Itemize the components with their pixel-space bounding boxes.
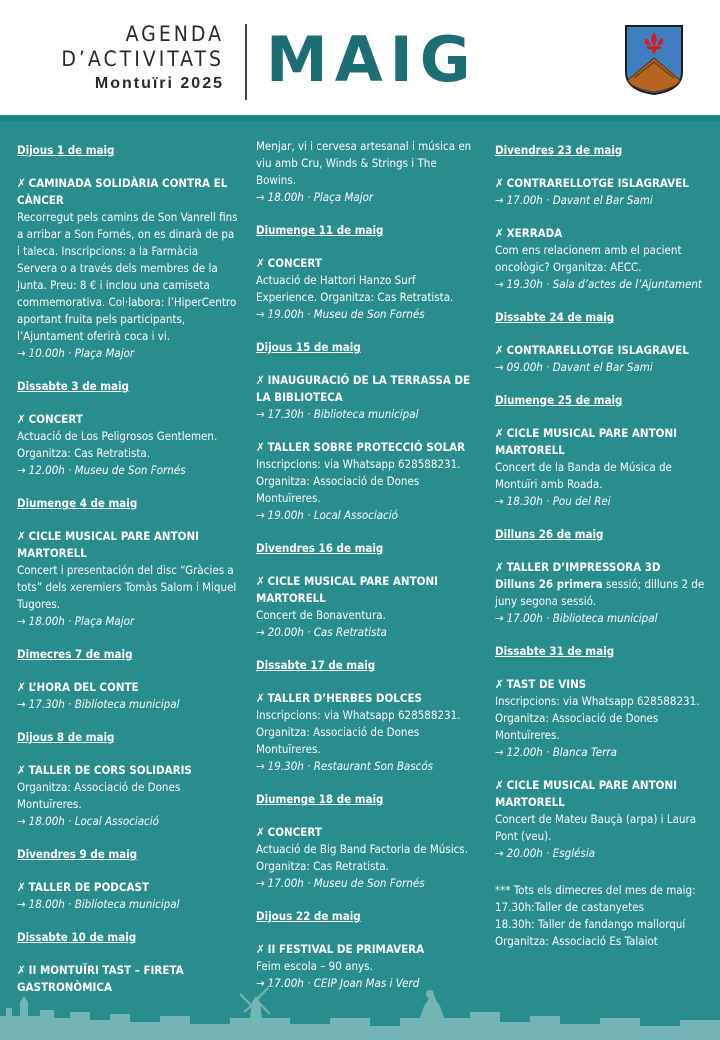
event-time-place: → 18.00h · Local Associació — [17, 814, 159, 828]
agenda-column-3 — [495, 138, 717, 950]
event-title: ✗ II MONTUÏRI TAST – FIRETA GASTRONÒMICA — [17, 963, 184, 994]
day-heading: Dijous 15 de maig — [256, 340, 361, 354]
event-time-place: → 17.30h · Biblioteca municipal — [17, 697, 180, 711]
event-time-place: → 19.30h · Sala d’actes de l’Ajuntament — [495, 277, 702, 291]
cross-mark-icon: ✗ — [256, 256, 265, 270]
event-time-place: → 17.00h · Davant el Bar Sami — [495, 193, 653, 207]
arrow-right-icon: → — [495, 360, 504, 374]
event-time-place: → 19.00h · Museu de Son Fornés — [256, 307, 425, 321]
day-heading: Dimecres 7 de maig — [17, 647, 133, 661]
town-skyline-illustration — [0, 972, 720, 1040]
event-item — [17, 679, 239, 713]
cross-mark-icon: ✗ — [256, 440, 265, 454]
day-heading: Dijous 1 de maig — [17, 143, 115, 157]
arrow-right-icon: → — [256, 876, 265, 890]
event-item — [17, 762, 239, 830]
event-time-place: → 09.00h · Davant el Bar Sami — [495, 360, 653, 374]
event-description: Actuació de Hattori Hanzo Surf Experience. Organitza: Cas Retratista. — [256, 273, 454, 304]
month-title: MAIG — [266, 23, 478, 96]
cross-mark-icon: ✗ — [495, 560, 504, 574]
event-item — [256, 573, 478, 641]
event-time-place: → 12.00h · Blanca Terra — [495, 745, 617, 759]
event-time-place: → 17.00h · Biblioteca municipal — [495, 611, 658, 625]
event-time-place: → 19.30h · Restaurant Son Bascós — [256, 759, 434, 773]
event-time-place: → 12.00h · Museu de Son Fornés — [17, 463, 186, 477]
event-title: ✗ CICLE MUSICAL PARE ANTONI MARTORELL — [495, 778, 677, 809]
event-title: ✗ TALLER DE PODCAST — [17, 880, 150, 894]
day-heading: Dissabte 31 de maig — [495, 644, 615, 658]
arrow-right-icon: → — [495, 846, 504, 860]
event-item — [256, 372, 478, 423]
day-heading: Dissabte 24 de maig — [495, 310, 615, 324]
event-title: ✗ TALLER DE CORS SOLIDARIS — [17, 763, 192, 777]
event-time-place: → 18.00h · Plaça Major — [256, 190, 374, 204]
header-title-block — [61, 22, 224, 96]
day-heading: Dilluns 26 de maig — [495, 527, 604, 541]
cross-mark-icon: ✗ — [495, 176, 504, 190]
event-description: Actuació de Los Peligrosos Gentlemen. Organitza: Cas Retratista. — [17, 429, 218, 460]
event-item — [17, 411, 239, 479]
cross-mark-icon: ✗ — [17, 680, 26, 694]
event-time-place: → 18.00h · Biblioteca municipal — [17, 897, 180, 911]
event-description: Actuació de Big Band Factoria de Músics. Organitza: Cas Retratista. — [256, 842, 468, 873]
note-line: 18.30h: Taller de fandango mallorquí — [495, 917, 686, 931]
arrow-right-icon: → — [495, 494, 504, 508]
day-heading: Dissabte 17 de maig — [256, 658, 376, 672]
cross-mark-icon: ✗ — [17, 763, 26, 777]
event-title: ✗ L’HORA DEL CONTE — [17, 680, 139, 694]
note-line: *** Tots els dimecres del mes de maig: — [495, 883, 696, 897]
cross-mark-icon: ✗ — [256, 373, 265, 387]
arrow-right-icon: → — [17, 614, 26, 628]
event-description: Menjar, vi i cervesa artesanal i música en viu amb Cru, Winds & Strings i The Bowins. — [256, 139, 472, 187]
cross-mark-icon: ✗ — [256, 942, 265, 956]
arrow-right-icon: → — [256, 407, 265, 421]
event-title: ✗ CICLE MUSICAL PARE ANTONI MARTORELL — [495, 426, 677, 457]
event-time-place: → 17.30h · Biblioteca municipal — [256, 407, 419, 421]
event-description: Inscripcions: via Whatsapp 628588231. Organitza: Associació de Dones Montuïreres. — [495, 694, 700, 742]
day-heading: Diumenge 4 de maig — [17, 496, 138, 510]
event-item — [256, 824, 478, 892]
day-heading: Dijous 8 de maig — [17, 730, 115, 744]
event-title: ✗ CONTRARELLOTGE ISLAGRAVEL — [495, 176, 689, 190]
event-item — [17, 528, 239, 630]
cross-mark-icon: ✗ — [256, 574, 265, 588]
event-title: ✗ TALLER D’IMPRESSORA 3D — [495, 560, 661, 574]
event-description: Com ens relacionem amb el pacient oncològic? Organitza: AECC. — [495, 243, 682, 274]
event-description: Concert de Bonaventura. — [256, 608, 386, 622]
event-item — [256, 255, 478, 323]
note-line: 17.30h:Taller de castanyetes — [495, 900, 644, 914]
event-item — [495, 676, 717, 761]
event-description: Inscripcions: via Whatsapp 628588231. Organitza: Associació de Dones Montuïreres. — [256, 708, 461, 756]
event-time-place: → 18.00h · Plaça Major — [17, 614, 135, 628]
event-description: Concert de Mateu Bauçà (arpa) i Laura Pont (veu). — [495, 812, 697, 843]
arrow-right-icon: → — [256, 508, 265, 522]
arrow-right-icon: → — [256, 190, 265, 204]
cross-mark-icon: ✗ — [17, 176, 26, 190]
event-time-place: → 18.30h · Pou del Rei — [495, 494, 611, 508]
agenda-column-2 — [256, 138, 478, 1008]
arrow-right-icon: → — [256, 759, 265, 773]
note-line: Organitza: Associació Es Talaiot — [495, 934, 658, 948]
day-heading: Divendres 9 de maig — [17, 847, 138, 861]
header-line-activitats: D’ACTIVITATS — [61, 47, 224, 71]
agenda-column-1 — [17, 138, 239, 1012]
day-heading: Diumenge 11 de maig — [256, 223, 384, 237]
cross-mark-icon: ✗ — [17, 963, 26, 977]
event-title: ✗ II FESTIVAL DE PRIMAVERA — [256, 942, 425, 956]
arrow-right-icon: → — [495, 611, 504, 625]
cross-mark-icon: ✗ — [17, 880, 26, 894]
day-heading: Dissabte 3 de maig — [17, 379, 129, 393]
event-description: Concert i presentación del disc “Gràcies a tots” dels xeremiers Tomàs Salom i Miquel Tugores. — [17, 563, 237, 611]
event-item — [17, 879, 239, 913]
arrow-right-icon: → — [17, 463, 26, 477]
arrow-right-icon: → — [256, 307, 265, 321]
arrow-right-icon: → — [495, 193, 504, 207]
event-item — [17, 175, 239, 362]
event-title: ✗ CICLE MUSICAL PARE ANTONI MARTORELL — [256, 574, 438, 605]
day-heading: Diumenge 18 de maig — [256, 792, 384, 806]
event-title: ✗ INAUGURACIÓ DE LA TERRASSA DE LA BIBLIOTECA — [256, 373, 471, 404]
header-line-agenda: AGENDA — [125, 22, 224, 46]
weekly-note — [495, 882, 717, 950]
page-header — [0, 0, 720, 118]
event-title: ✗ CAMINADA SOLIDÀRIA CONTRA EL CÀNCER — [17, 176, 228, 207]
event-description: Dilluns 26 primera sessió; dilluns 2 de juny segona sessió. — [495, 577, 705, 608]
cross-mark-icon: ✗ — [17, 529, 26, 543]
cross-mark-icon: ✗ — [495, 426, 504, 440]
event-description: Recorregut pels camins de Son Vanrell fins a arribar a Son Fornés, on es dinarà de pa i taleca. Inscripcions: a la Farmàcia Servera o a través dels membres de la Junta. Preu: 8 € i inclou una camiseta commemorativa. Col·labora: l’HiperCentro aportant fruita pels participants, l’Ajuntament oferirà coca i vi. — [17, 210, 238, 343]
cross-mark-icon: ✗ — [256, 825, 265, 839]
event-item — [495, 777, 717, 862]
day-heading: Diumenge 25 de maig — [495, 393, 623, 407]
event-description: Inscripcions: via Whatsapp 628588231. Organitza: Associació de Dones Montuïreres. — [256, 457, 461, 505]
arrow-right-icon: → — [17, 897, 26, 911]
event-description: Feim escola – 90 anys. — [256, 959, 373, 973]
event-item-continued — [256, 138, 478, 206]
arrow-right-icon: → — [17, 697, 26, 711]
arrow-right-icon: → — [17, 814, 26, 828]
event-time-place: → 20.00h · Cas Retratista — [256, 625, 387, 639]
event-title: ✗ TALLER SOBRE PROTECCIÓ SOLAR — [256, 440, 466, 454]
cross-mark-icon: ✗ — [495, 343, 504, 357]
event-item — [256, 690, 478, 775]
event-title: ✗ XERRADA — [495, 226, 563, 240]
event-title: ✗ CICLE MUSICAL PARE ANTONI MARTORELL — [17, 529, 199, 560]
cross-mark-icon: ✗ — [17, 412, 26, 426]
event-item — [495, 225, 717, 293]
event-description: Organitza: Associació de Dones Montuïreres. — [17, 780, 181, 811]
event-description: Concert de la Banda de Música de Montuïri amb Roada. — [495, 460, 672, 491]
event-item — [256, 439, 478, 524]
event-item — [495, 425, 717, 510]
day-heading: Divendres 16 de maig — [256, 541, 384, 555]
cross-mark-icon: ✗ — [495, 778, 504, 792]
header-line-town-year: Montuïri 2025 — [94, 75, 224, 92]
town-crest-icon — [624, 24, 684, 96]
arrow-right-icon: → — [256, 625, 265, 639]
arrow-right-icon: → — [495, 745, 504, 759]
day-heading: Dissabte 10 de maig — [17, 930, 137, 944]
event-title: ✗ CONCERT — [256, 825, 322, 839]
event-item — [495, 559, 717, 627]
event-title: ✗ TALLER D’HERBES DOLCES — [256, 691, 422, 705]
event-item — [495, 342, 717, 376]
event-time-place: → 19.00h · Local Associació — [256, 508, 398, 522]
header-divider — [245, 24, 247, 100]
event-title: ✗ CONCERT — [17, 412, 83, 426]
arrow-right-icon: → — [17, 346, 26, 360]
day-heading: Dijous 22 de maig — [256, 909, 361, 923]
event-time-place: → 10.00h · Plaça Major — [17, 346, 135, 360]
arrow-right-icon: → — [256, 976, 265, 990]
event-time-place: → 17.00h · Museu de Son Fornés — [256, 876, 425, 890]
cross-mark-icon: ✗ — [495, 226, 504, 240]
event-title: ✗ CONTRARELLOTGE ISLAGRAVEL — [495, 343, 689, 357]
event-title: ✗ TAST DE VINS — [495, 677, 587, 691]
cross-mark-icon: ✗ — [495, 677, 504, 691]
arrow-right-icon: → — [495, 277, 504, 291]
event-time-place: → 17.00h · CEIP Joan Mas i Verd — [256, 976, 420, 990]
event-item — [495, 175, 717, 209]
cross-mark-icon: ✗ — [256, 691, 265, 705]
event-title: ✗ CONCERT — [256, 256, 322, 270]
day-heading: Divendres 23 de maig — [495, 143, 623, 157]
event-time-place: → 20.00h · Església — [495, 846, 596, 860]
